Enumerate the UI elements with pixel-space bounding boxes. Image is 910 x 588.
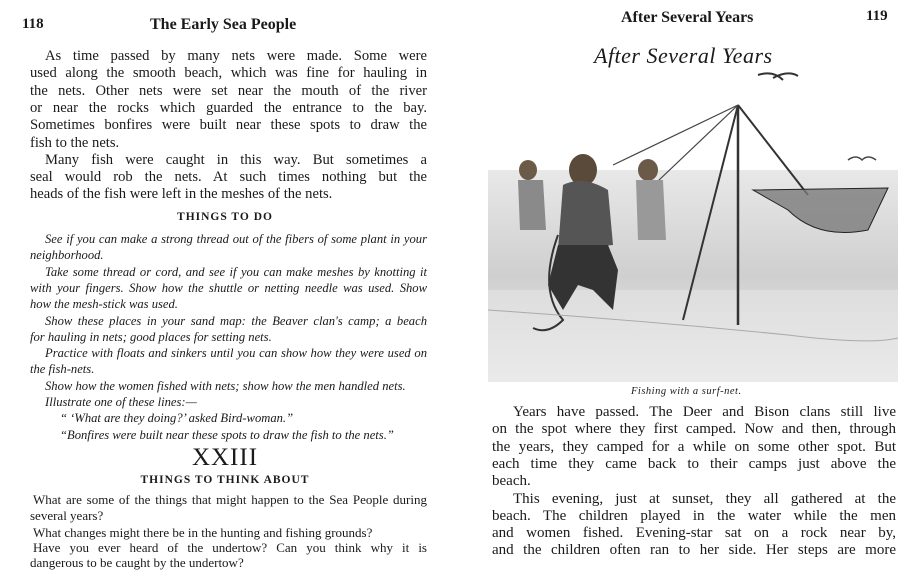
activity-line: Illustrate one of these lines:— [45,395,197,409]
activity-line: Practice with floats and sinkers until you can show how they were used on [45,346,427,361]
text-line: used along the smooth beach, which was fine for hauling in [30,65,427,82]
text-line: beach. The children played in the water while the men [492,507,896,524]
text-line: heads of the fish were left in the meshes of the nets. [30,186,333,203]
activity-line: with your fingers. Show how the shuttle or netting needle was used. Show [30,280,427,295]
text-line: and the children often ran to her side. Her steps are more [492,542,896,559]
running-head: After Several Years [621,9,754,26]
activity-line: Take some thread or cord, and see if you can make meshes by knotting it [45,264,427,279]
running-head: The Early Sea People [150,16,297,33]
text-line: fish to the nets. [30,134,120,151]
page-number: 118 [22,16,44,32]
activity-line: “ ‘What are they doing?’ asked Bird-woman.” [60,411,294,426]
chapter-title: After Several Years [594,43,773,68]
activity-line: neighborhood. [30,248,104,263]
text-line: the nets. Other nets were set near the mouth of the river [30,82,427,99]
page-number: 119 [866,8,888,24]
text-line: and women fished. Evening-star sat on a rock near by, [492,525,896,542]
things-to-do-heading: THINGS TO DO [177,211,273,223]
text-line: on the spot where they first camped. Now and then, through [492,421,896,438]
question-line: several years? [30,508,104,523]
activity-line: “Bonfires were built near these spots to draw the fish to the nets.” [60,427,394,442]
activity-line: for hauling in nets; good places for setting nets. [30,329,272,344]
activity-line: how the mesh-stick was used. [30,297,178,312]
chapter-number: XXIII [191,444,259,471]
text-line: As time passed by many nets were made. Some were [45,48,427,64]
text-line: Years have passed. The Deer and Bison clans still live [513,404,896,420]
things-to-think-about-heading: THINGS TO THINK ABOUT [140,474,310,486]
text-line: each time they came back to their camps just above the [492,455,896,472]
text-line: Many fish were caught in this way. But sometimes a [45,151,427,168]
activity-line: Show these places in your sand map: the Beaver clan's camp; a beach [45,313,427,328]
text-line: beach. [492,473,531,490]
question-line: What are some of the things that might happen to the Sea People during [33,492,427,507]
activity-line: Show how the women fished with nets; show how the men handled nets. [45,378,406,393]
question-line: dangerous to be caught by the undertow? [30,555,244,570]
text-line: the years, they camped for a while on some other spot. But [492,438,896,455]
activity-line: See if you can make a strong thread out of the fibers of some plant in your [45,232,427,246]
text-line: Sometimes bonfires were built near these spots to draw the [30,117,427,134]
question-line: What changes might there be in the hunting and fishing grounds? [33,525,373,540]
activity-line: the fish-nets. [30,362,95,377]
question-line: Have you ever heard of the undertow? Can you think why it is [33,540,427,555]
text-line: seal would rob the nets. At such times nothing but the [30,169,427,186]
illustration-caption: Fishing with a surf-net. [631,386,742,397]
text-line: or near the rocks which guarded the entrance to the bay. [30,99,427,116]
surf-net-illustration [488,70,898,382]
text-line: This evening, just at sunset, they all gathered at the [513,490,896,507]
